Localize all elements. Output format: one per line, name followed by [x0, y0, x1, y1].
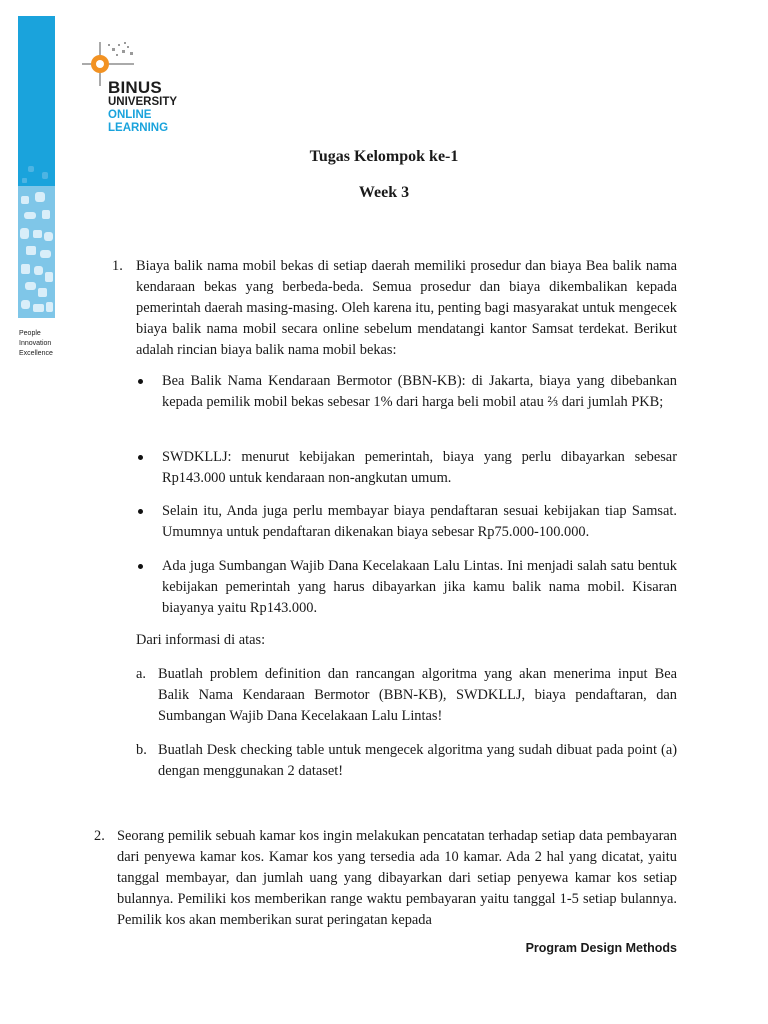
sidebar-decoration — [18, 16, 55, 318]
question-1-number: 1. — [112, 258, 123, 274]
footer-course-name: Program Design Methods — [525, 941, 677, 955]
task-a-text: Buatlah problem definition dan rancangan algoritma yang akan menerima input Bea Balik Nama Kendaraan Bermotor (BBN-KB), SWDKLLJ, biaya pendaftaran, dan Sumbangan Wajib Dana Kecelakaan Lalu Lintas! — [158, 666, 677, 724]
question-2-number: 2. — [94, 828, 105, 844]
bullet-icon — [138, 509, 143, 514]
question-1-lead: Dari informasi di atas: — [136, 632, 266, 648]
bullet-swdkllj: SWDKLLJ: menurut kebijakan pemerintah, biaya yang perlu dibayarkan sebesar Rp143.000 untuk kendaraan non-angkutan umum. — [162, 449, 677, 486]
brand-university: UNIVERSITY — [108, 96, 178, 108]
bullet-bbn-kb: Bea Balik Nama Kendaraan Bermotor (BBN-KB): di Jakarta, biaya yang dibebankan kepada pemilik mobil bekas sebesar 1% dari harga beli mobil atau ⅔ dari jumlah PKB; — [162, 373, 677, 410]
bullet-icon — [138, 455, 143, 460]
bullet-icon — [138, 564, 143, 569]
brand-wordmark — [108, 80, 177, 135]
bullet-pendaftaran: Selain itu, Anda juga perlu membayar biaya pendaftaran sesuai kebijakan tiap Samsat. Umumnya untuk pendaftaran dikenakan biaya sebesar Rp75.000-100.000. — [162, 503, 677, 540]
task-b-label: b. — [136, 742, 147, 758]
page-subtitle: Week 3 — [358, 184, 410, 201]
task-a-label: a. — [136, 666, 146, 682]
bullet-sumbangan: Ada juga Sumbangan Wajib Dana Kecelakaan Lalu Lintas. Ini menjadi salah satu bentuk kebijakan pemerintah yang harus dibayarkan jika kamu balik nama mobil. Kisaran biayanya yaitu Rp143.000. — [162, 558, 677, 616]
question-1-intro: Biaya balik nama mobil bekas di setiap daerah memiliki prosedur dan biaya Bea balik nama kendaraan bekas yang berbeda-beda. Semua prosedur dan biaya dikembalikan kepada pemerintah daerah masing-masing. Oleh karena itu, penting bagi masyarakat untuk mengecek biaya balik nama mobil secara online sebelum mendatangi kantor Samsat terdekat. Berikut adalah rincian biaya balik nama mobil bekas: — [136, 258, 677, 358]
motto — [19, 329, 53, 359]
motto-line-1: People — [19, 330, 41, 337]
task-b-text: Buatlah Desk checking table untuk mengecek algoritma yang sudah dibuat pada point (a) dengan menggunakan 2 dataset! — [158, 742, 677, 779]
brand-name: BINUS — [108, 78, 162, 97]
motto-line-2: Innovation — [19, 340, 52, 347]
page-title: Tugas Kelompok ke-1 — [309, 148, 459, 165]
brand-learning: LEARNING — [108, 122, 169, 134]
brand-online: ONLINE — [108, 109, 152, 121]
motto-line-3: Excellence — [19, 350, 53, 357]
bullet-icon — [138, 379, 143, 384]
question-2-text: Seorang pemilik sebuah kamar kos ingin melakukan pencatatan terhadap setiap data pembayaran dari penyewa kamar kos. Kamar kos yang tersedia ada 10 kamar. Ada 2 hal yang dicatat, yaitu tanggal membayar, dan jumlah uang yang dibayarkan dari setiap penyewa kamar kos setiap bulannya. Pemiliki kos memberikan range waktu pembayaran yaitu tanggal 1-5 setiap bulannya. Pemilik kos akan memberikan surat peringatan kepada — [117, 828, 677, 928]
